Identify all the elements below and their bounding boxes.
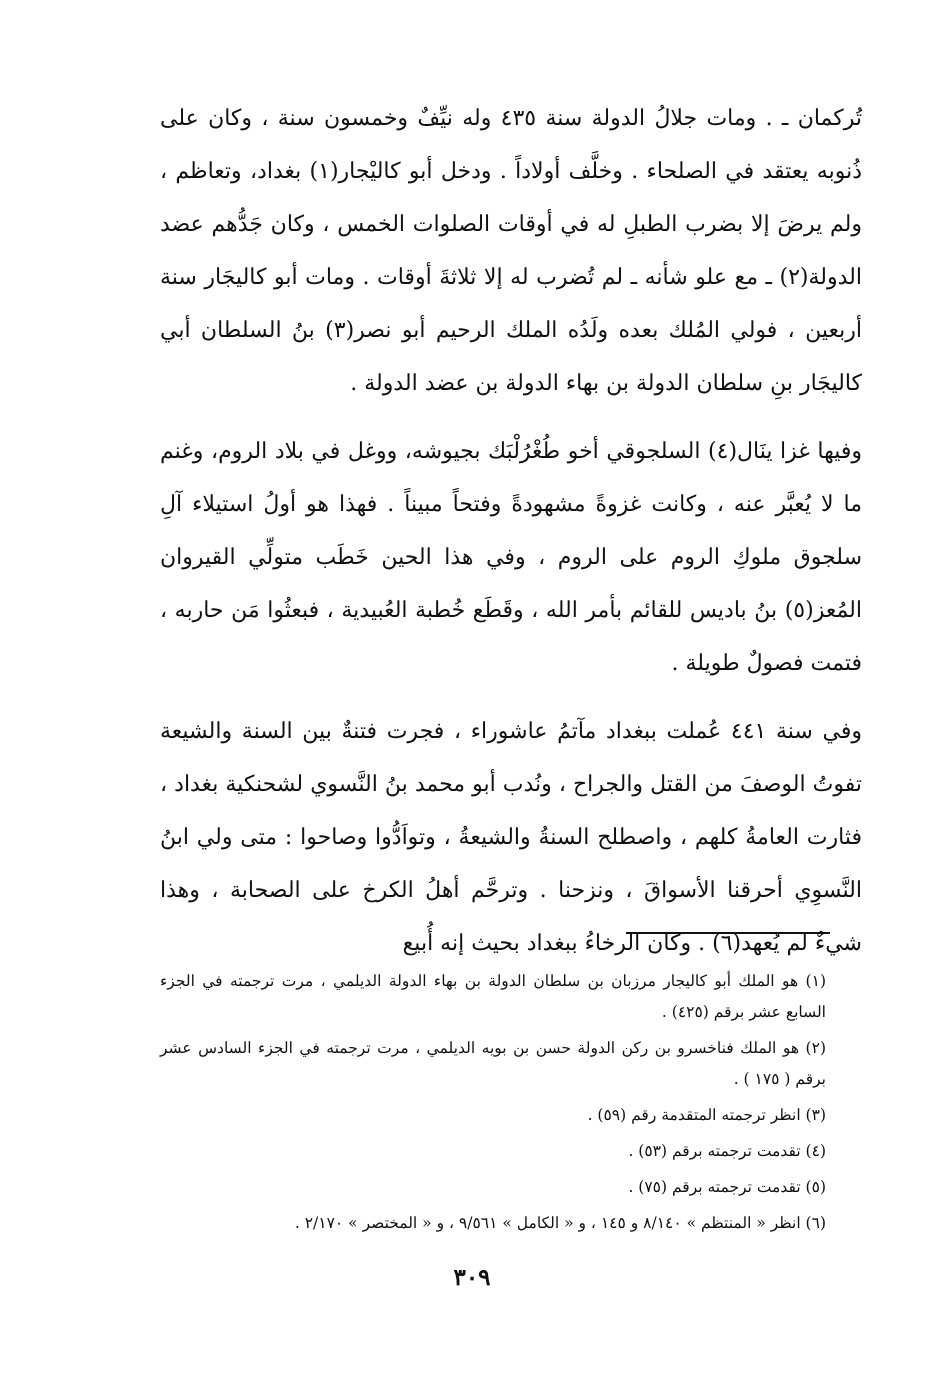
footnote-4: (٤) تقدمت ترجمته برقم (٥٣) . — [628, 1142, 826, 1160]
footnote-6: (٦) انظر « المنتظم » ٨/١٤٠ و ١٤٥ ، و « الكامل » ٩/٥٦١ ، و « المختصر » ٢/١٧٠ . — [294, 1214, 826, 1232]
paragraph-2: وفيها غزا ينَال(٤) السلجوقي أخو طُغْرُلْبَك بجيوشه، ووغل في بلاد الروم، وغنم ما لا يُعبَّر عنه ، وكانت غزوةً مشهودةً وفتحاً مبيناً . فهذا هو أولُ استيلاء آلِ سلجوق ملوكِ الروم على الروم ، وفي هذا الحين خَطَب متولِّي القيروان المُعز(٥) بنُ باديس للقائم بأمر الله ، وقَطَع خُطبة العُبيدية ، فبعثُوا مَن حاربه ، فتمت فصولٌ طويلة . — [160, 439, 862, 676]
footnote-5: (٥) تقدمت ترجمته برقم (٧٥) . — [628, 1178, 826, 1196]
paragraph-1: تُركمان ـ . ومات جلالُ الدولة سنة ٤٣٥ وله نيِّفٌ وخمسون سنة ، وكان على ذُنوبه يعتقد في الصلحاء . وخلَّف أولاداً . ودخل أبو كاليْجار(١) بغداد، وتعاظم ، ولم يرضَ إلا بضرب الطبلِ له في أوقات الصلوات الخمس ، وكان جَدُّهم عضد الدولة(٢) ـ مع علو شأنه ـ لم تُضرب له إلا ثلاثةَ أوقات . ومات أبو كاليجَار سنة أربعين ، فولي المُلك بعده ولَدُه الملك الرحيم أبو نصر(٣) بنُ السلطان أبي كاليجَار بنِ سلطان الدولة بن بهاء الدولة بن عضد الدولة . — [160, 106, 863, 396]
page-number: ٣٠٩ — [453, 1264, 491, 1291]
footnotes — [160, 966, 862, 1239]
paragraph-3: وفي سنة ٤٤١ عُملت ببغداد مآتمُ عاشوراء ، فجرت فتنةٌ بين السنة والشيعة تفوتُ الوصفَ من القتل والجراح ، ونُدب أبو محمد بنُ النَّسوي لشحنكية بغداد ، فثارت العامةُ كلهم ، واصطلح السنةُ والشيعةُ ، وتواَدُّوا وصاحوا : متى ولي ابنُ النَّسوِي أحرقنا الأسواقَ ، ونزحنا . وترحَّم أهلُ الكرخ على الصحابة ، وهذا شيءٌ لم يُعهد(٦) . وكان الرخاءُ ببغداد بحيث إنه أُبيع — [160, 719, 862, 956]
main-text — [160, 92, 862, 970]
footnote-divider — [626, 932, 830, 934]
footnote-3: (٣) انظر ترجمته المتقدمة رقم (٥٩) . — [587, 1106, 826, 1124]
footnote-2: (٢) هو الملك فناخسرو بن ركن الدولة حسن بن بويه الديلمي ، مرت ترجمته في الجزء السادس عشر برقم ( ١٧٥ ) . — [160, 1039, 826, 1088]
footnote-1: (١) هو الملك أبو كاليجار مرزبان بن سلطان الدولة بن بهاء الدولة الديلمي ، مرت ترجمته في الجزء السابع عشر برقم (٤٢٥) . — [160, 972, 826, 1021]
